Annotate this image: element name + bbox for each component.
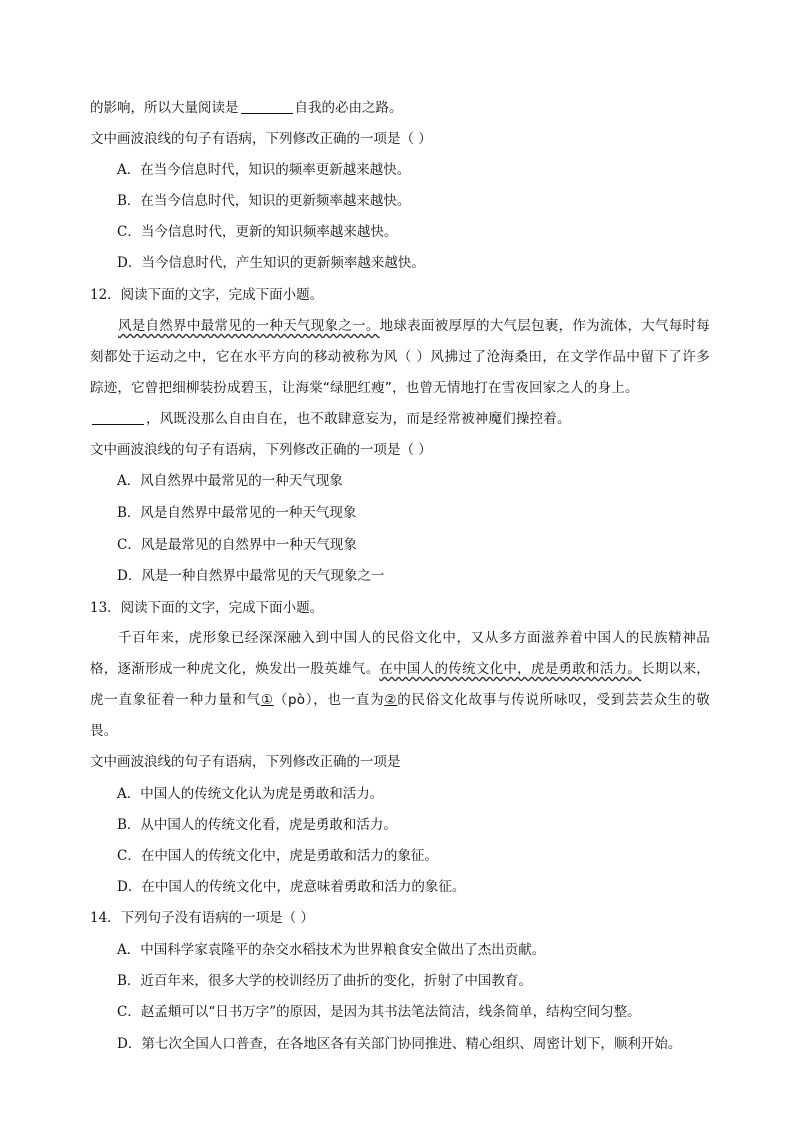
q13-passage-text-2: 长期以来，虎一直象征着一种力量和气 (90, 661, 711, 708)
q13-option-c: C．在中国人的传统文化中，虎是勇敢和活力的象征。 (117, 848, 438, 864)
q14-option-d: D．第七次全国人口普查，在各地区各有关部门协同推进、精心组织、周密计划下，顺利开始。 (117, 1036, 682, 1052)
q12-prompt: 文中画波浪线的句子有语病，下列修改正确的一项是（ ） (90, 442, 432, 458)
q12-option-a: A．风自然界中最常见的一种天气现象 (117, 473, 343, 489)
q11-option-d: D．当今信息时代，产生知识的更新频率越来越快。 (117, 255, 425, 271)
q14-option-c: C．赵孟頫可以“日书万字”的原因，是因为其书法笔法简洁，线条简单，结构空间匀整。 (117, 1004, 641, 1020)
q11-option-a: A．在当今信息时代，知识的频率更新越来越快。 (117, 162, 411, 178)
q13-passage-end: 的民俗文化故事与传说所咏叹，受到芸芸众生的敬畏。 (90, 692, 710, 739)
q12-passage-text: 地球表面被厚厚的大气层包裹，作为流体，大气每时每刻都处于运动之中，它在水平方向的移动被称为风（ ）风拂过了沧海桑田，在文学作品中留下了许多踪迹，它曾把细柳装扮成碧玉，让海棠“绿肥红瘦”，也曾无情地打在雪夜回家之人的身上。 (90, 318, 710, 396)
q13-option-a: A．中国人的传统文化认为虎是勇敢和活力。 (117, 786, 384, 802)
q13-heading: 13．阅读下面的文字，完成下面小题。 (90, 600, 324, 616)
q12-wavy-sentence: 风是自然界中最常见的一种天气现象之一。 (118, 318, 380, 334)
answer-blank (241, 113, 293, 114)
q12-option-d: D．风是一种自然界中最常见的天气现象之一 (117, 568, 385, 584)
q11-tail-suffix: 自我的必由之路。 (294, 100, 403, 116)
q12-option-b: B．风是自然界中最常见的一种天气现象 (117, 505, 357, 521)
answer-blank (92, 424, 144, 425)
q13-wavy-sentence: 在中国人的传统文化中，虎是勇敢和活力。 (379, 661, 642, 677)
q11-option-b: B．在当今信息时代，知识的更新频率越来越快。 (117, 193, 411, 209)
q11-passage-tail (90, 98, 710, 118)
q14-option-a: A．中国科学家袁隆平的杂交水稻技术为世界粮食安全做出了杰出贡献。 (117, 942, 546, 958)
q12-option-c: C．风是最常见的自然界中一种天气现象 (117, 537, 357, 553)
q14-option-b: B．近百年来，很多大学的校训经历了曲折的变化，折射了中国教育。 (117, 973, 532, 989)
q13-prompt: 文中画波浪线的句子有语病，下列修改正确的一项是 (90, 754, 401, 770)
q13-option-b: B．从中国人的传统文化看，虎是勇敢和活力。 (117, 817, 397, 833)
q11-option-c: C．当今信息时代，更新的知识频率越来越快。 (117, 224, 398, 240)
q13-passage (90, 623, 710, 747)
q13-pinyin: （pò），也一直为 (273, 692, 385, 708)
q12-heading: 12．阅读下面的文字，完成下面小题。 (90, 287, 324, 303)
q13-passage-text: 千百年来，虎形象已经深深融入到中国人的民俗文化中，又从多方面滋养着中国人的民族精神品格，逐渐形成一种虎文化，焕发出一股英雄气。 (90, 630, 710, 677)
blank-marker-2: ② (384, 692, 398, 708)
q12-passage-end: ，风既没那么自由自在，也不敢肆意妄为，而是经常被神魔们操控着。 (146, 411, 571, 427)
q11-prompt: 文中画波浪线的句子有语病，下列修改正确的一项是（ ） (90, 131, 432, 147)
blank-marker-1: ① (260, 692, 274, 708)
q11-tail-prefix: 的影响，所以大量阅读是 (90, 100, 239, 116)
q13-option-d: D．在中国人的传统文化中，虎意味着勇敢和活力的象征。 (117, 879, 466, 895)
q14-heading: 14．下列句子没有语病的一项是（ ） (90, 910, 314, 926)
q12-passage (90, 311, 710, 435)
